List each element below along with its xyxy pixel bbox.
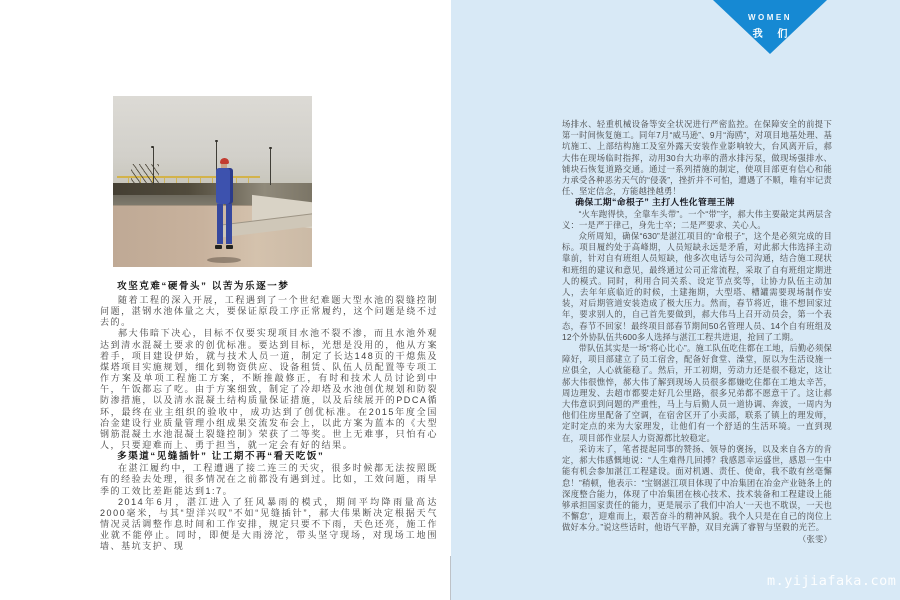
article-paragraph: “火车跑得快，全靠车头带”。一个“带”字，郝大伟主要敲定其两层含义：一是严于律己，身先士卒；二是严要求、关心人。 [562,208,832,230]
section-heading-ensure-schedule: 确保工期“命根子” 主打人性化管理王牌 [575,197,735,208]
article-paragraph: 采访末了，笔者提起同事的赞扬、领导的褒扬，以及来自各方的肯定，郝大伟感慨地说：“人生难得几回搏？我感恩幸运盛世，感恩一生中能有机会参加湛江工程建设。面对机遇、责任、使命，我不敢有丝毫懈怠！”稍顿，他表示：“宝钢湛江项目体现了中冶集团在冶金产业链条上的深度整合能力，体现了中冶集团在核心技术、技术装备和工程建设上能够承担国家责任的能力，更是展示了我们中冶人‘一天也不耽误，一天也不懈怠’，迎难而上，艰苦奋斗的精神风貌。我个人只是在自己的岗位上做好本分。”说这些话时，他语气平静，双目充满了睿智与坚毅的光芒。 [562,443,832,533]
section-heading-multi-channel: 多渠道“见缝插针” 让工期不再“看天吃饭” [117,451,325,463]
photo-worker-leg [226,204,232,244]
article-paragraph: 带队伍其实是一场“将心比心”。施工队伍吃住都在工地，后勤必须保障好，项目部建立了员工宿舍，配备好食堂、澡堂，原以为生活设施一应俱全，人心就能稳了。然后，开工初期，劳动力还是很不稳定，这让郝大伟很憔悴，郝大伟了解到现场人员很多都嫌吃住都在工地太辛苦，周边理发、去超市都要走好几公里路，很多兄弟都不愿意干了。这让郝大伟意识到问题的严重性，马上与后勤人员一道协调、奔波，一周内为他们住房里配备了空调，在宿舍区开了小卖部，联系了镇上的理发师，定时定点的来为大家理发，让他们有一个舒适的生活环境。一直到现在，项目部作业层人力资源都比较稳定。 [562,343,832,443]
author-byline: （张雯） [798,533,832,544]
photo-worker-foot [226,245,233,249]
article-paragraph: 随着工程的深入开展，工程遇到了一个世纪难题大型水池的裂缝控制问题，湛钢水池体量之大，要保证原段工序正常履约，这个问题是绕不过去的。 [100,295,438,328]
women-banner-english-label: WOMEN [747,13,793,22]
article-paragraph: 郝大伟暗下决心，目标不仅要实现项目水池不裂不渗，而且水池外观达到清水混凝土要求的创优标准。要达到目标，光想是没用的，他从方案着手，项目建设伊始，就与技术人员一道，制定了长达148页的干熄焦及煤塔项目实施规划，细化到物资供应、设备租赁、队伍人员配置等专项工作方案及单项工程施工方案，不断推敲修正，有时和技术人员讨论到中午，午饭都忘了吃。由于方案细致，制定了冷却塔及水池创优规划和防裂防渗措施，以及清水混凝土结构质量保证措施，以及后续展开的PDCA循环，最终在业主组织的验收中，成功达到了创优标准。在2015年度全国冶金建设行业质量管理小组成果交流发布会上，以此方案为蓝本的《大型钢筋混凝土水池混凝土裂缝控制》荣获了二等奖。世上无难事，只怕有心人，只要迎难而上、勇于担当，就一定会有好的结果。 [100,328,438,451]
photo-light-pole [270,149,271,185]
section-heading-overcome-difficulties: 攻坚克难“硬骨头” 以苦为乐逐一梦 [117,281,290,292]
article-paragraph: 在湛江履约中，工程遭遇了接二连三的天灾，很多时候都无法按照既有的经验去处理，很多情况在之前都没有遇到过。比如，工效问题，雨旱季的工效比差距能达到1:7。 [100,463,438,496]
photo-worker-figure [213,158,235,258]
photo-worker-legs [213,204,235,244]
photo-worker-foot [215,245,222,249]
photo-light-pole [153,147,154,185]
right-page [451,0,900,600]
photo-light-pole-head [269,147,272,149]
right-article-column [562,119,832,545]
photo-light-pole-head [151,146,154,148]
photo-worker-feet [213,245,235,249]
women-banner-chinese-label: 我 们 [752,29,794,40]
photo-worker-shadow [207,257,241,263]
photo-worker-torso [216,168,233,204]
article-paragraph: 众所周知，确保“630”是湛江项目的“命根子”，这个是必须完成的目标。项目履约处于高峰期，人员短缺永远是矛盾，对此郝大伟选择主动靠前，针对自有班组人员短缺，他多次电话与公司沟通，结合施工现状和班组的建议和意见，最终通过公司正常流程，采取了自有班组定期进人的模式。同时，利用合同关系、设定节点奖等，让协力队伍主动加人，去年年底临近的时候，土建拖期，大型塔、槽罐需要现场制作安装，对后期管道安装造成了极大压力。然而，春节将近，谁不想回家过年，要求别人的，自己首先要做到，郝大伟马上召开动员会，第一个表态，春节不回家！最终项目部春节期间50名管理人员、14个自有班组及12个外协队伍共600多人选择与湛江工程共进退，抢回了工期。 [562,231,832,342]
photo-worker-leg [217,204,223,244]
construction-site-photo [113,96,312,267]
article-paragraph-continued: 场排水、轻重机械设备等安全状况进行严密监控。在保障安全的前提下第一时间恢复施工。同年7月“威马逊”、9月“海鸥”，对项目地基处理、基坑施工、上部结构施工及室外露天安装作业影响较大，台风离开后，郝大伟在现场临时指挥，动用30台大功率的潜水排污泵，做现场强排水、铺块石恢复道路交通。通过一系列措施的制定，使项目部更有信心和能力承受各种恶劣天气的“侵袭”，挫折并不可怕，遭遇了不顺，唯有牢记责任、坚定信念，方能越挫越勇！ [562,119,832,197]
article-paragraph: 2014年6月，湛江进入了狂风暴雨的模式，期间平均降雨量高达2000毫米，与其“望洋兴叹”不如“见缝插针”，郝大伟果断决定根据天气情况灵活调整作息时间和工作安排，规定只要不下雨，天色还亮，施工作业就不能停止。同时，即便是大雨滂沱，带头坚守现场，对现场工地围墙、基坑支护、现 [100,496,438,552]
women-banner [713,13,827,40]
left-article-column [100,281,438,552]
site-watermark: m.yijiafaka.com [767,573,897,589]
